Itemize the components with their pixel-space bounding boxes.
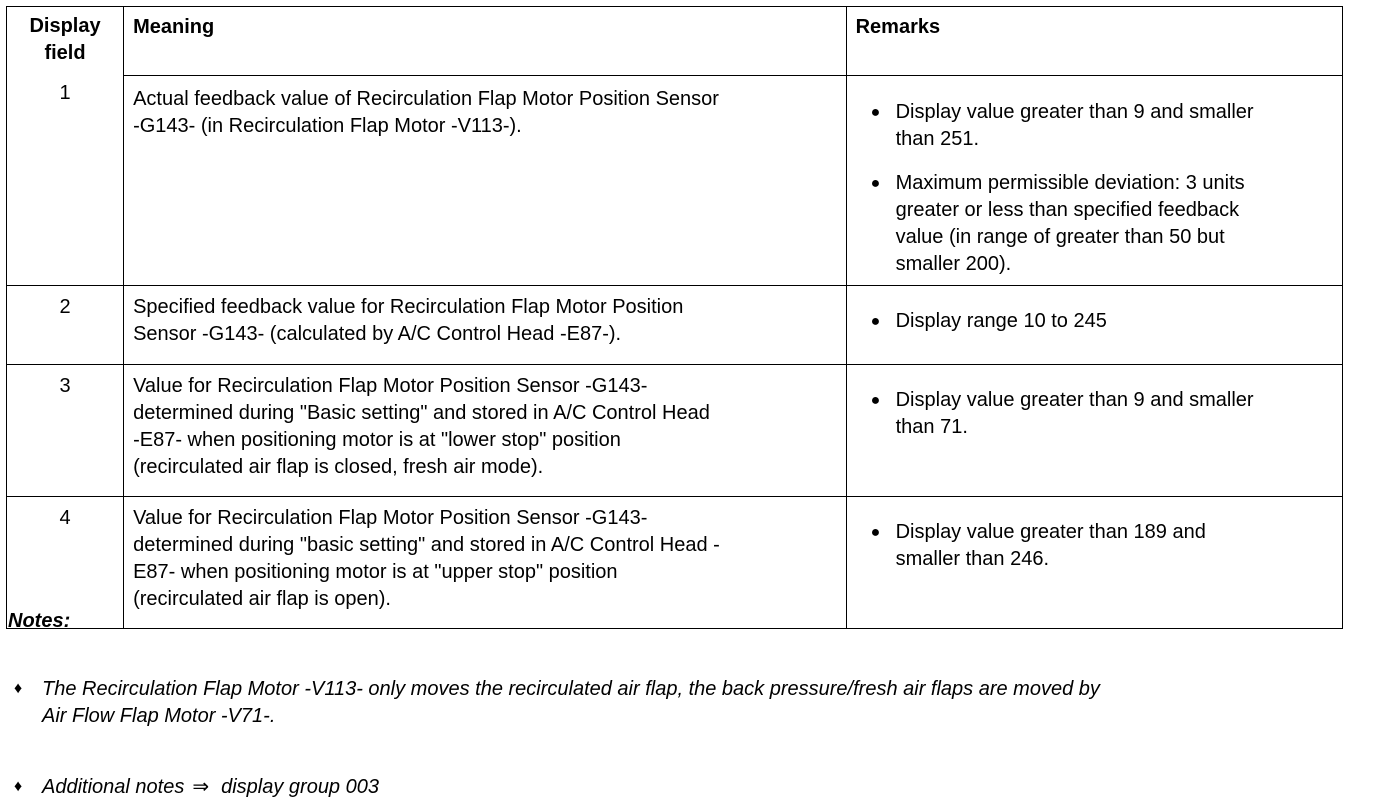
table-row xyxy=(7,497,1343,629)
remark-item xyxy=(847,99,1342,153)
meaning-line: E87- when positioning motor is at "upper stop" position xyxy=(133,561,618,583)
meaning-line: Actual feedback value of Recirculation Flap Motor Position Sensor xyxy=(133,88,719,110)
header-meaning: Meaning xyxy=(124,7,847,76)
meaning-line: Sensor -G143- (calculated by A/C Control Head -E87-). xyxy=(133,323,622,345)
remarks-cell xyxy=(846,365,1342,497)
remark-line: Display value greater than 9 and smaller xyxy=(895,101,1254,123)
field-number: 1 xyxy=(7,76,124,286)
header-display-field-line1: Display xyxy=(29,15,101,37)
meaning-line: -G143- (in Recirculation Flap Motor -V113-). xyxy=(133,115,522,137)
table-row xyxy=(7,286,1343,365)
bullet-icon: ● xyxy=(870,392,881,409)
meaning-cell xyxy=(124,497,847,629)
meaning-line: determined during "Basic setting" and stored in A/C Control Head xyxy=(133,402,710,424)
table-row xyxy=(7,76,1343,286)
remark-line: Display value greater than 189 and xyxy=(895,521,1206,543)
bullet-icon: ● xyxy=(870,104,881,121)
note-item xyxy=(14,774,614,801)
remark-line: value (in range of greater than 50 but xyxy=(895,226,1225,248)
meaning-line: Value for Recirculation Flap Motor Position Sensor -G143- xyxy=(133,375,648,397)
bullet-icon: ● xyxy=(870,175,881,192)
diamond-bullet-icon: ♦ xyxy=(14,778,23,795)
diamond-bullet-icon: ♦ xyxy=(14,680,23,697)
remarks-cell xyxy=(846,497,1342,629)
remark-line: Display range 10 to 245 xyxy=(895,310,1107,332)
field-number: 2 xyxy=(7,286,124,365)
remark-line: greater or less than specified feedback xyxy=(895,199,1240,221)
remark-item xyxy=(847,519,1342,573)
remark-line: than 71. xyxy=(895,416,968,438)
display-group-link[interactable]: display group 003 xyxy=(221,776,379,798)
remarks-cell xyxy=(846,286,1342,365)
remark-item xyxy=(847,387,1342,441)
meaning-cell xyxy=(124,76,847,286)
measured-values-table xyxy=(6,6,1343,629)
meaning-line: Value for Recirculation Flap Motor Position Sensor -G143- xyxy=(133,507,648,529)
note-line: Air Flow Flap Motor -V71-. xyxy=(42,705,276,727)
remark-line: smaller than 246. xyxy=(895,548,1050,570)
remark-line: Display value greater than 9 and smaller xyxy=(895,389,1254,411)
meaning-line: (recirculated air flap is open). xyxy=(133,588,391,610)
remark-line: Maximum permissible deviation: 3 units xyxy=(895,172,1245,194)
meaning-line: determined during "basic setting" and stored in A/C Control Head - xyxy=(133,534,720,556)
note-text xyxy=(42,774,614,801)
field-number: 4 xyxy=(7,497,124,629)
meaning-cell xyxy=(124,286,847,365)
header-display-field-line2: field xyxy=(44,42,86,64)
note-item xyxy=(14,676,1334,730)
meaning-line: Specified feedback value for Recirculation Flap Motor Position xyxy=(133,296,684,318)
note-line: Additional notes xyxy=(42,776,185,798)
notes-title: Notes: xyxy=(8,610,71,632)
bullet-icon: ● xyxy=(870,313,881,330)
remark-item xyxy=(847,308,1342,335)
bullet-icon: ● xyxy=(870,524,881,541)
arrow-right-icon: ⇒ xyxy=(192,776,210,798)
meaning-line: -E87- when positioning motor is at "lower stop" position xyxy=(133,429,621,451)
meaning-cell xyxy=(124,365,847,497)
remarks-cell xyxy=(846,76,1342,286)
field-number: 3 xyxy=(7,365,124,497)
remark-item xyxy=(847,170,1342,278)
remark-line: smaller 200). xyxy=(895,253,1012,275)
meaning-line: (recirculated air flap is closed, fresh air mode). xyxy=(133,456,544,478)
header-display-field xyxy=(7,7,124,76)
remark-line: than 251. xyxy=(895,128,980,150)
table-row xyxy=(7,365,1343,497)
note-text xyxy=(42,676,1334,730)
note-line: The Recirculation Flap Motor -V113- only moves the recirculated air flap, the back pressure/fresh air flaps are moved by xyxy=(42,678,1100,700)
header-remarks: Remarks xyxy=(846,7,1342,76)
